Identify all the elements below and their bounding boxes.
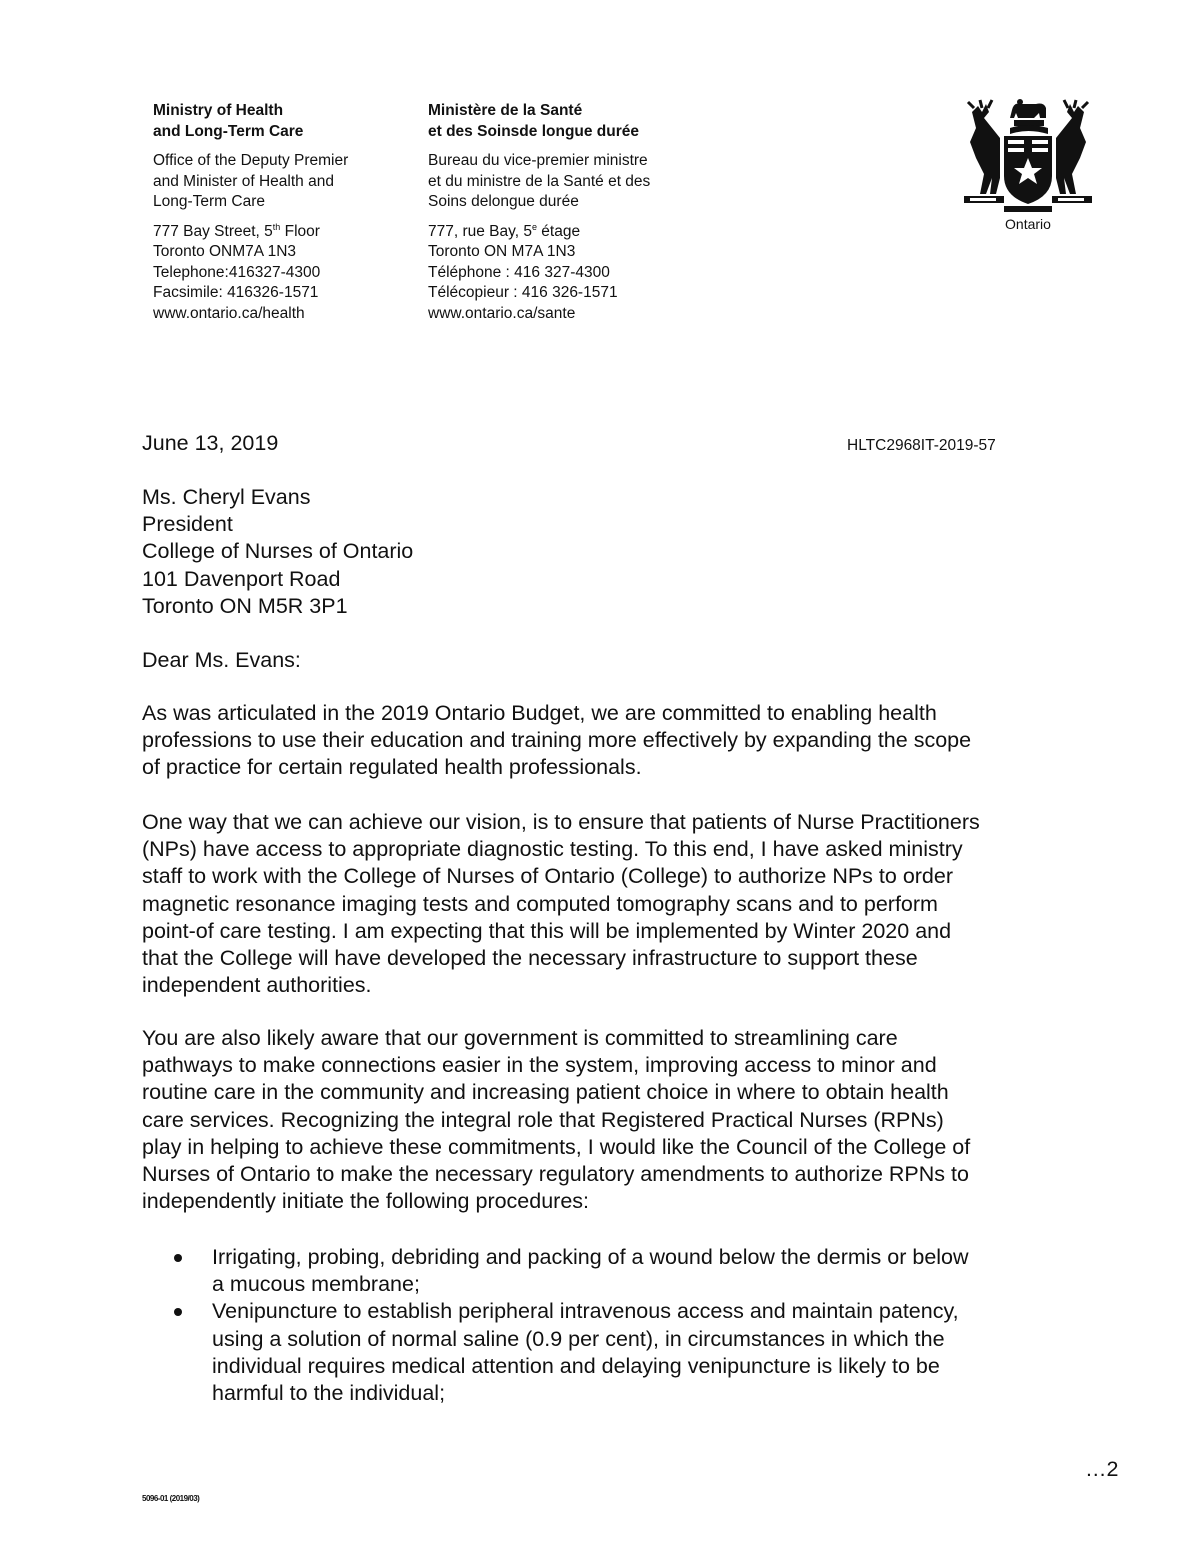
website-link-fr[interactable]: www.ontario.ca/sante: [428, 304, 576, 322]
paragraph-2: One way that we can achieve our vision, is to ensure that patients of Nurse Practitioners (NPs) have access to appropriate diagnostic testing. To this end, I have asked ministry staff to work with the College of Nurses of Ontario (College) to authorize NPs to order magnetic resonance imaging tests and computed tomography scans and to perform point-of care testing. I am expecting that this will be implemented by Winter 2020 and that the College will have developed the necessary infrastructure to support these independent authorities.: [142, 810, 980, 998]
address-line1-fr: 777, rue Bay, 5e étage: [428, 221, 581, 240]
website-link[interactable]: www.ontario.ca/health: [153, 304, 305, 322]
letterhead-french: [428, 101, 688, 324]
letter-date: June 13, 2019: [142, 431, 279, 455]
letterhead-english: [153, 101, 413, 324]
office-line-fr: et du ministre de la Santé et des: [428, 172, 651, 190]
ministry-name-fr-line2: et des Soinsde longue durée: [428, 122, 640, 140]
recipient-line: College of Nurses of Ontario: [142, 539, 414, 564]
office-line: Long-Term Care: [153, 193, 265, 210]
facsimile-fr: Télécopieur : 416 326-1571: [428, 284, 618, 301]
recipient-line: Ms. Cheryl Evans: [142, 485, 311, 509]
coat-of-arms-icon: [962, 98, 1094, 220]
bullet-icon: [174, 1308, 182, 1316]
bullet-icon: [174, 1254, 182, 1262]
ministry-name-line1: Ministry of Health: [153, 102, 284, 119]
ministry-name-line2: and Long-Term Care: [153, 122, 304, 140]
recipient-line: 101 Davenport Road: [142, 566, 341, 591]
recipient-address: [142, 484, 413, 620]
form-code: 5096-01 (2019/03): [142, 1494, 200, 1503]
ontario-coat-of-arms-logo: [962, 98, 1094, 238]
address-line1: 777 Bay Street, 5th Floor: [153, 221, 320, 240]
recipient-line: President: [142, 512, 233, 537]
facsimile: Facsimile: 416326-1571: [153, 284, 319, 301]
address-line2-fr: Toronto ON M7A 1N3: [428, 243, 576, 260]
office-line-fr: Bureau du vice-premier ministre: [428, 152, 648, 169]
logo-caption: Ontario: [1005, 216, 1051, 232]
office-line: Office of the Deputy Premier: [153, 152, 349, 169]
ministry-name-fr-line1: Ministère de la Santé: [428, 102, 583, 119]
telephone: Telephone:416327-4300: [153, 263, 321, 281]
telephone-fr: Téléphone : 416 327-4300: [428, 263, 610, 281]
recipient-line: Toronto ON M5R 3P1: [142, 593, 348, 618]
office-line-fr: Soins delongue durée: [428, 193, 579, 210]
reference-number: HLTC2968IT-2019-57: [847, 437, 996, 454]
list-item: Irrigating, probing, debriding and packing of a wound below the dermis or below a mucous membrane;: [142, 1244, 969, 1298]
procedure-list: [142, 1244, 969, 1407]
salutation: Dear Ms. Evans:: [142, 648, 301, 672]
page-continuation: …2: [1085, 1457, 1119, 1481]
list-item: Venipuncture to establish peripheral intravenous access and maintain patency, using a solution of normal saline (0.9 per cent), in circumstances in which the individual requires medical attention and delaying venipuncture is likely to be harmful to the individual;: [142, 1298, 969, 1407]
address-line2: Toronto ONM7A 1N3: [153, 243, 297, 260]
paragraph-1: As was articulated in the 2019 Ontario Budget, we are committed to enabling health professions to use their education and training more effectively by expanding the scope of practice for certain regulated health professionals.: [142, 701, 972, 780]
paragraph-3: You are also likely aware that our government is committed to streamlining care pathways to make connections easier in the system, improving access to minor and routine care in the community and increasing patient choice in where to obtain health care services. Recognizing the integral role that Registered Practical Nurses (RPNs) play in helping to achieve these commitments, I would like the Council of the College of Nurses of Ontario to make the necessary regulatory amendments to authorize RPNs to independently initiate the following procedures:: [142, 1026, 971, 1214]
office-line: and Minister of Health and: [153, 172, 334, 190]
